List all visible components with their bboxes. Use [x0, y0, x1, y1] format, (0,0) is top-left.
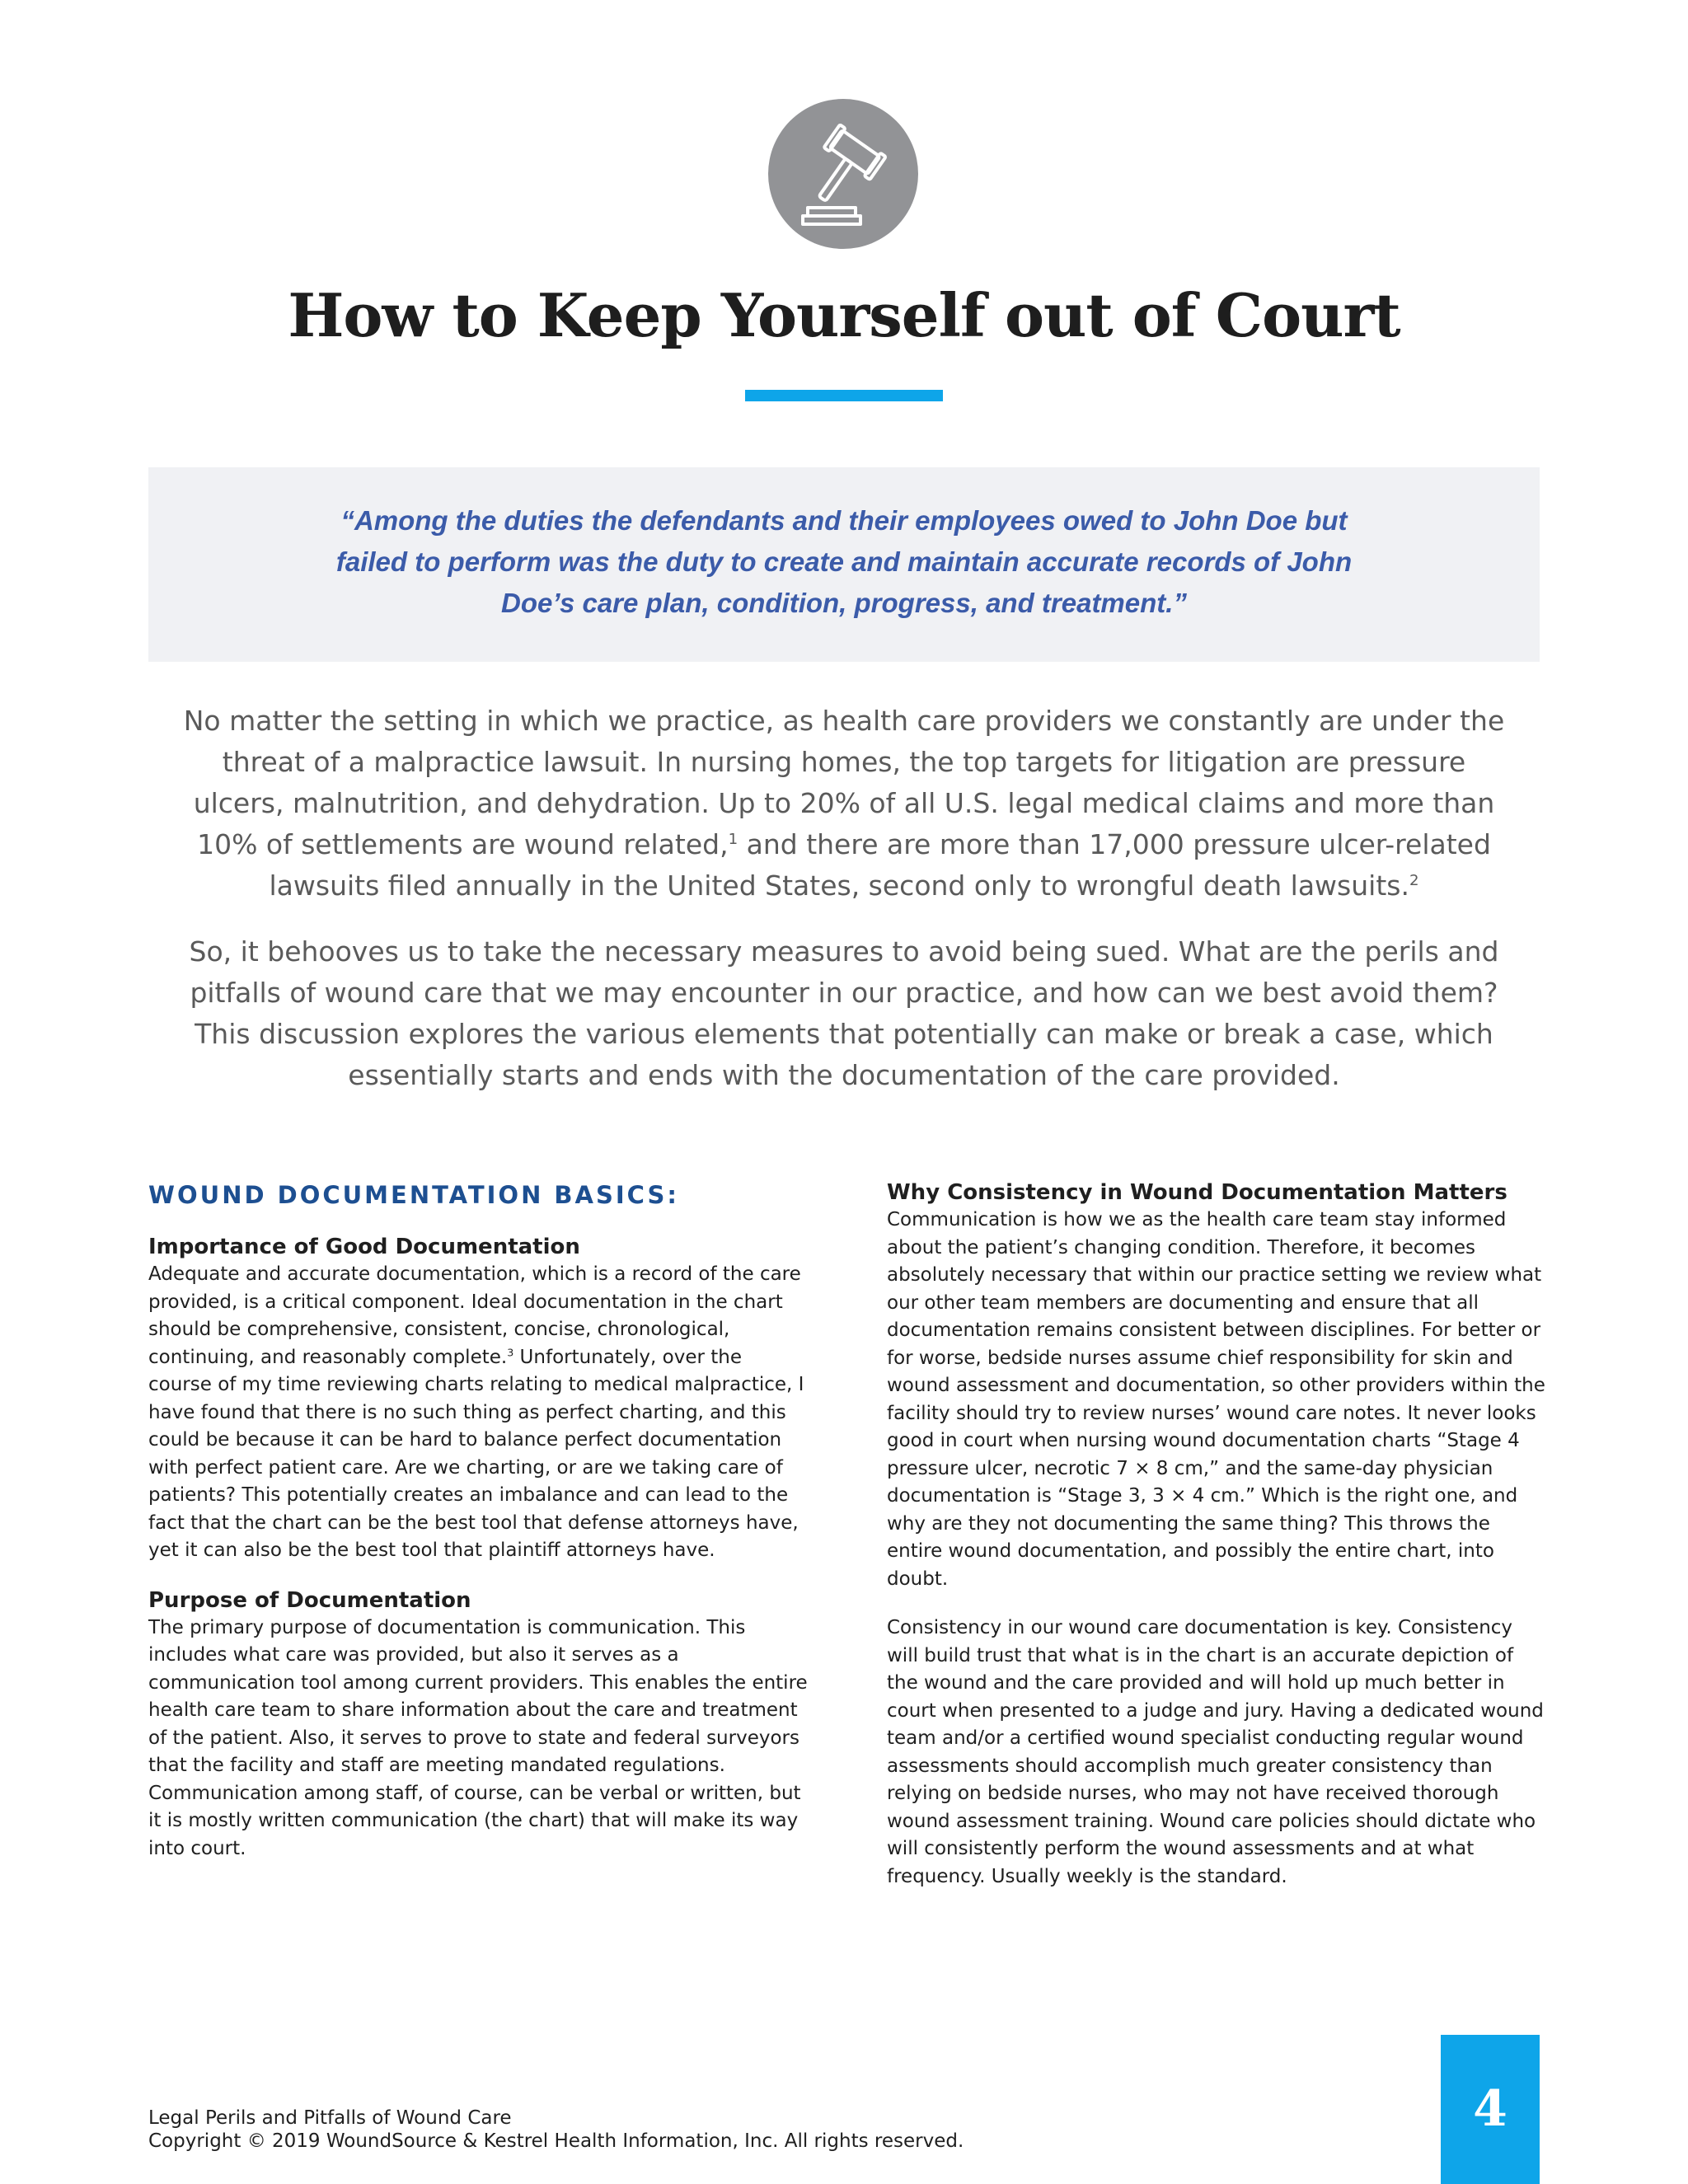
intro-p1-text-a: No matter the setting in which we practice, as health care providers we constantly are under the threat of a malpractice lawsuit. In nursing homes, the top targets for litigation are pressure ulcers, malnutrition, and dehydration. Up to 20% of all U.S. legal medical claims and more than 10% of settlements are wound related, [183, 705, 1505, 860]
footer-doc-title: Legal Perils and Pitfalls of Wound Care [148, 2107, 512, 2129]
section-heading: WOUND DOCUMENTATION BASICS: [148, 1181, 679, 1209]
consistency-paragraph-2: Consistency in our wound care documentation is key. Consistency will build trust that what is in the chart is an accurate depiction of the wound and the care provided and will hold up much better in court when presented to a judge and jury. Having a dedicated wound team and/or a certified wound specialist conducting regular wound assessments should accomplish much greater consistency than relying on bedside nurses, who may not have received thorough wound assessment training. Wound care policies should dictate who will consistently perform the wound assessments and at what frequency. Usually weekly is the standard. [887, 1617, 1544, 1887]
intro-section [181, 701, 1507, 1121]
importance-text-a: Adequate and accurate documentation, which is a record of the care provided, is a critical component. Ideal documentation in the chart should be comprehensive, consistent, concise, chronological, continuing, and reasonably complete. [148, 1263, 801, 1368]
importance-text-b: Unfortunately, over the course of my time reviewing charts relating to medical malpractice, I have found that there is no such thing as perfect charting, and this could be because it can be hard to balance perfect documentation with perfect patient care. Are we charting, or are we taking care of patients? This potentially creates an imbalance and can lead to the fact that the chart can be the best tool that defense attorneys have, yet it can also be the best tool that plaintiff attorneys have. [148, 1346, 804, 1561]
purpose-heading: Purpose of Documentation [148, 1587, 471, 1613]
footnote-ref-3: 3 [507, 1345, 514, 1358]
importance-heading: Importance of Good Documentation [148, 1235, 580, 1259]
right-column [887, 1179, 1546, 1912]
consistency-heading: Why Consistency in Wound Documentation Matters [887, 1180, 1507, 1205]
page-title: How to Keep Yourself out of Court [288, 280, 1400, 350]
page-footer [148, 2107, 964, 2153]
pull-quote [148, 467, 1540, 662]
footnote-ref-1: 1 [728, 831, 738, 848]
importance-text [148, 1261, 808, 1565]
left-column [148, 1179, 808, 1884]
gavel-icon [768, 99, 918, 249]
consistency-paragraph-1: Communication is how we as the health care team stay informed about the patient’s changing condition. Therefore, it becomes absolutely necessary that within our practice setting we review what our other team members are documenting and ensure that all documentation remains consistent between disciplines. For better or for worse, bedside nurses assume chief responsibility for skin and wound assessment and documentation, so other providers within the facility should try to review nurses’ wound care notes. It never looks good in court when nursing wound documentation charts “Stage 4 pressure ulcer, necrotic 7 × 8 cm,” and the same-day physician documentation is “Stage 3, 3 × 4 cm.” Which is the right one, and why are they not documenting the same thing? This throws the entire wound documentation, and possibly the entire chart, into doubt. [887, 1209, 1545, 1590]
purpose-text: The primary purpose of documentation is communication. This includes what care was provided, but also it serves as a communication tool among current providers. This enables the entire health care team to share information about the care and treatment of the patient. Also, it serves to prove to state and federal surveyors that the facility and staff are meeting mandated regulations. Communication among staff, of course, can be verbal or written, but it is mostly written communication (the chart) that will make its way into court. [148, 1616, 808, 1859]
pull-quote-text: “Among the duties the defendants and their employees owed to John Doe but failed to perform was the duty to create and maintain accurate records of John Doe’s care plan, condition, progress, and treatment.” [335, 505, 1353, 618]
intro-paragraph-1 [181, 701, 1507, 907]
intro-p1-text-b: and there are more than 17,000 pressure ulcer-related lawsuits filed annually in the United States, second only to wrongful death lawsuits. [269, 828, 1491, 902]
footer-copyright: Copyright © 2019 WoundSource & Kestrel Health Information, Inc. All rights reserved. [148, 2130, 964, 2152]
intro-paragraph-2: So, it behooves us to take the necessary measures to avoid being sued. What are the perils and pitfalls of wound care that we may encounter in our practice, and how can we best avoid them? This discussion explores the various elements that potentially can make or break a case, which essentially starts and ends with the documentation of the care provided. [189, 935, 1499, 1091]
footnote-ref-2: 2 [1409, 872, 1419, 889]
title-underline [745, 390, 943, 401]
page-number: 4 [1441, 2035, 1540, 2184]
